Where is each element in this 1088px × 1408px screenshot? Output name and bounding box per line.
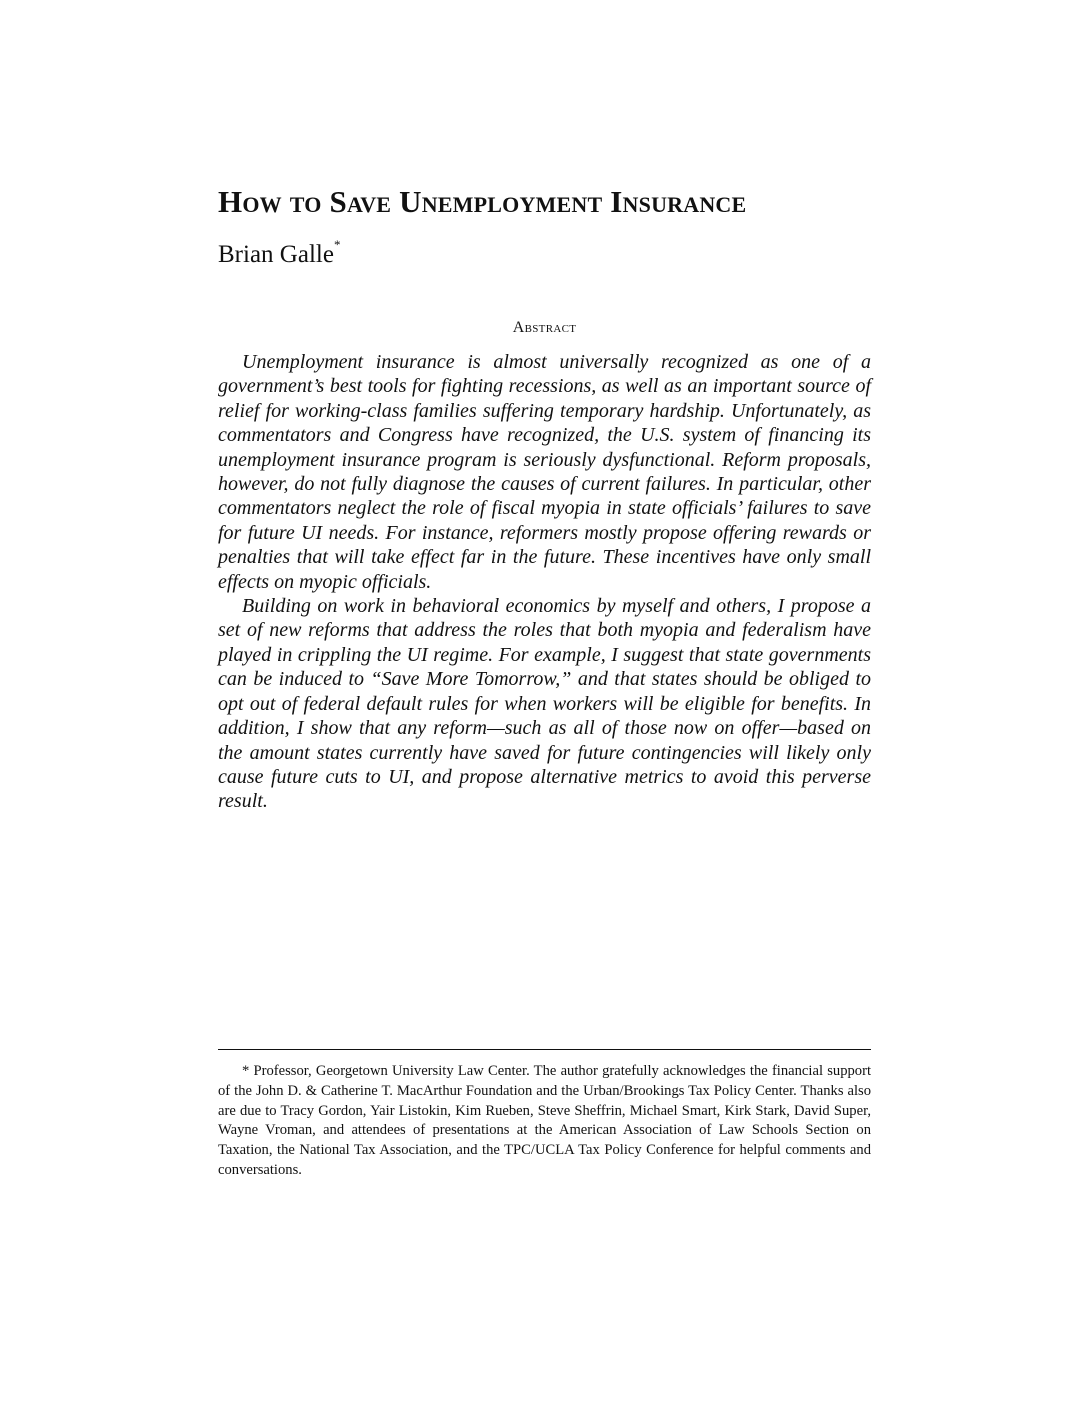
abstract-body bbox=[218, 350, 871, 814]
abstract-paragraph: Building on work in behavioral economics by myself and others, I propose a set of new reforms that address the roles that both myopia and federalism have played in crippling the UI regime. For example, I suggest that state governments can be induced to “Save More Tomorrow,” and that states should be obliged to opt out of federal default rules for when workers will be eligible for benefits. In addition, I show that any reform—such as all of those now on offer—based on the amount states currently have saved for future contingencies will likely only cause future cuts to UI, and propose alternative metrics to avoid this perverse result. bbox=[218, 595, 871, 813]
author-name bbox=[218, 236, 341, 270]
author-footnote-marker: * bbox=[333, 236, 341, 252]
author-name-text: Brian Galle bbox=[218, 241, 334, 268]
abstract-paragraph: Unemployment insurance is almost universally recognized as one of a government’s best tools for fighting recessions, as well as an important source of relief for working-class families suffering temporary hardship. Unfortunately, as commentators and Congress have recognized, the U.S. system of financing its unemployment insurance program is seriously dysfunctional. Reform proposals, however, do not fully diagnose the causes of current failures. In particular, other commentators neglect the role of fiscal myopia in state officials’ failures to save for future UI needs. For instance, reformers mostly propose offering rewards or penalties that will take effect far in the future. These incentives have only small effects on myopic officials. bbox=[218, 351, 871, 593]
footnote-divider bbox=[218, 1049, 871, 1050]
article-title: How to Save Unemployment Insurance bbox=[218, 184, 747, 219]
abstract-heading: Abstract bbox=[512, 319, 577, 336]
author-footnote: * Professor, Georgetown University Law Center. The author gratefully acknowledges the financial support of the John D. & Catherine T. MacArthur Foundation and the Urban/Brookings Tax Policy Center. Thanks also are due to Tracy Gordon, Yair Listokin, Kim Rueben, Steve Sheffrin, Michael Smart, Kirk Stark, David Super, Wayne Vroman, and attendees of presentations at the American Association of Law Schools Section on Taxation, the National Tax Association, and the TPC/UCLA Tax Policy Conference for helpful comments and conversations. bbox=[218, 1063, 871, 1178]
